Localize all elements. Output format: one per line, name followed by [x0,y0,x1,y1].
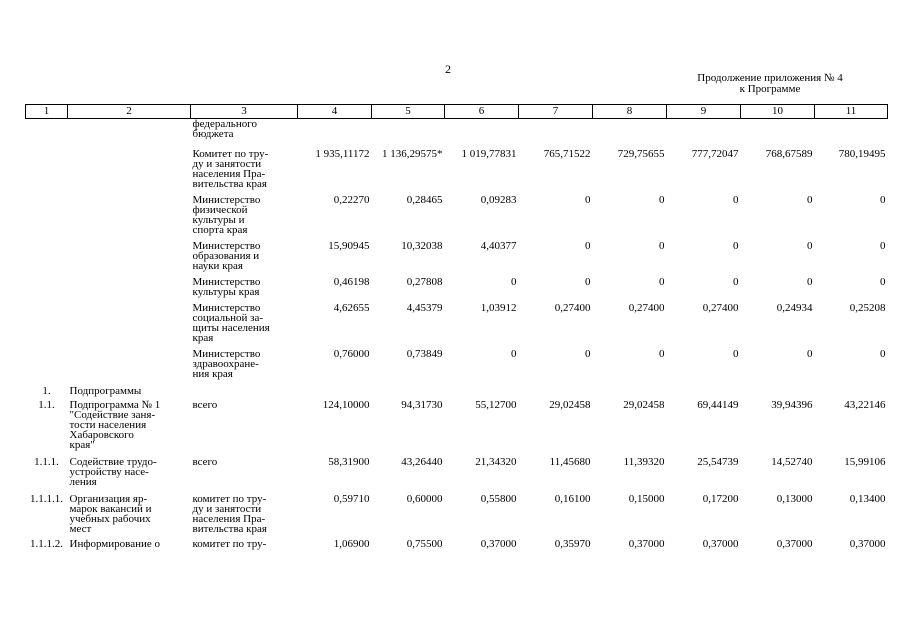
row-code: 1. [42,385,51,397]
row-value [298,379,372,396]
row-code [26,189,68,235]
row-value: 1 019,77831 [461,148,517,160]
row-value: 0,46198 [333,276,370,288]
continuation-heading [650,73,890,95]
row-value: 1,06900 [333,538,370,550]
row-value: 0 [585,240,591,252]
column-number: 2 [68,105,191,119]
row-value: 43,22146 [844,399,886,411]
row-value [741,379,815,396]
table-row [26,379,888,396]
row-value: 0 [733,194,739,206]
row-value: 4,40377 [480,240,517,252]
row-value: 0,16100 [554,493,591,505]
row-value [815,379,888,396]
row-value: 0,17200 [702,493,739,505]
table-row [26,189,888,235]
row-executor: федерального бюджета [192,118,257,140]
row-value: 14,52740 [771,456,813,468]
row-value: 0 [733,348,739,360]
column-number: 5 [372,105,445,119]
row-value: 0 [880,240,886,252]
row-value [298,119,372,140]
row-value: 0,37000 [702,538,739,550]
row-name [68,119,191,140]
row-value: 0,25208 [849,302,886,314]
table-row [26,235,888,271]
row-code [26,297,68,343]
row-name: Подпрограммы [69,385,142,397]
row-name: Организация яр- марок вакансий и учебных рабочих мест [69,493,152,535]
row-value: 765,71522 [543,148,591,160]
column-number: 1 [26,105,68,119]
row-value: 0,09283 [480,194,517,206]
row-value: 1 935,11172 [315,148,370,160]
row-value: 0,27400 [554,302,591,314]
page-number: 2 [445,62,451,76]
row-executor: всего [192,399,218,411]
row-value: 0 [585,194,591,206]
column-number: 10 [741,105,815,119]
row-executor: Министерство физической культуры и спорта края [192,194,261,236]
row-value [519,119,593,140]
row-value: 0,37000 [849,538,886,550]
row-executor: всего [192,456,218,468]
column-number-row [26,105,888,119]
row-value: 0,55800 [480,493,517,505]
column-number: 8 [593,105,667,119]
row-value: 25,54739 [697,456,739,468]
row-code: 1.1.1.2. [30,538,63,550]
row-value: 777,72047 [691,148,739,160]
row-value [741,119,815,140]
row-value: 0,35970 [554,538,591,550]
column-number: 4 [298,105,372,119]
row-value: 0 [659,348,665,360]
row-name [68,235,191,271]
row-name [68,297,191,343]
row-value: 0,37000 [480,538,517,550]
row-value [593,379,667,396]
row-value: 10,32038 [401,240,443,252]
row-value: 0 [511,276,517,288]
row-value: 0 [733,240,739,252]
row-value: 0 [659,240,665,252]
table-row [26,343,888,379]
row-code [26,139,68,189]
row-value [372,119,445,140]
row-value: 29,02458 [549,399,591,411]
row-name: Подпрограмма № 1 "Содействие заня- тости населения Хабаровского края" [69,399,161,451]
row-value [445,119,519,140]
row-value: 58,31900 [328,456,370,468]
row-value: 0 [880,194,886,206]
row-executor: комитет по тру- ду и занятости населения Пра- вительства края [192,493,267,535]
continuation-line-2: к Программе [739,83,801,95]
row-executor: Комитет по тру- ду и занятости населения Пра- вительства края [192,148,269,190]
row-value: 0 [807,194,813,206]
row-value [815,119,888,140]
row-value: 0 [659,276,665,288]
row-value: 0 [733,276,739,288]
row-executor [191,379,298,396]
row-value: 55,12700 [475,399,517,411]
row-value: 0,27808 [406,276,443,288]
row-code [26,119,68,140]
row-name: Содействие трудо- устройству насе- ления [69,456,157,488]
row-value: 0,76000 [333,348,370,360]
row-name [68,139,191,189]
row-executor: Министерство образования и науки края [192,240,261,272]
row-value: 0,13400 [849,493,886,505]
continuation-line-1: Продолжение приложения № 4 [697,72,843,84]
row-value: 0 [585,348,591,360]
row-value: 11,39320 [623,456,665,468]
row-code: 1.1.1. [34,456,59,468]
row-value [372,379,445,396]
row-value: 0,24934 [776,302,813,314]
row-executor: Министерство социальной за- щиты населения края [192,302,270,344]
row-value [593,119,667,140]
row-value: 0 [807,240,813,252]
row-value: 0,13000 [776,493,813,505]
row-value: 11,45680 [549,456,591,468]
row-value [445,379,519,396]
row-value: 29,02458 [623,399,665,411]
table-row [26,139,888,189]
row-value: 43,26440 [401,456,443,468]
table-row [26,396,888,450]
row-value: 21,34320 [475,456,517,468]
row-value: 1 136,29575* [382,148,443,160]
table-row [26,271,888,297]
row-value: 0,73849 [406,348,443,360]
row-value: 0 [511,348,517,360]
row-value: 0 [807,348,813,360]
table-row [26,297,888,343]
row-value: 0,28465 [406,194,443,206]
row-value: 0,27400 [702,302,739,314]
row-executor: Министерство культуры края [192,276,261,298]
column-number: 9 [667,105,741,119]
row-name [68,343,191,379]
row-value: 0 [880,348,886,360]
row-value: 1,03912 [480,302,517,314]
column-number: 7 [519,105,593,119]
table-row [26,119,888,140]
row-value: 0,60000 [406,493,443,505]
row-value: 0,27400 [628,302,665,314]
row-executor: комитет по тру- [192,538,267,550]
column-number: 6 [445,105,519,119]
row-value: 768,67589 [765,148,813,160]
row-value: 69,44149 [697,399,739,411]
row-value: 0 [880,276,886,288]
row-value: 0,75500 [406,538,443,550]
table-row [26,450,888,487]
row-name [68,271,191,297]
row-code [26,343,68,379]
row-value: 0,59710 [333,493,370,505]
row-value: 39,94396 [771,399,813,411]
row-name: Информирование о [69,538,160,550]
row-code: 1.1.1.1. [30,493,63,505]
row-value: 0 [807,276,813,288]
column-number: 3 [191,105,298,119]
row-value [667,379,741,396]
column-number: 11 [815,105,888,119]
table-row [26,534,888,549]
row-value: 780,19495 [838,148,886,160]
row-value: 0 [585,276,591,288]
row-value: 0,37000 [628,538,665,550]
row-value: 0 [659,194,665,206]
row-value: 0,37000 [776,538,813,550]
row-executor: Министерство здравоохране- ния края [192,348,261,380]
row-value: 0,22270 [333,194,370,206]
row-code [26,235,68,271]
row-value: 94,31730 [401,399,443,411]
budget-table [25,104,888,549]
row-value [667,119,741,140]
row-code: 1.1. [38,399,55,411]
table-row [26,487,888,534]
row-code [26,271,68,297]
row-value: 124,10000 [322,399,370,411]
row-value: 15,90945 [328,240,370,252]
row-value [519,379,593,396]
row-value: 4,45379 [406,302,443,314]
row-value: 0,15000 [628,493,665,505]
row-value: 729,75655 [617,148,665,160]
row-value: 4,62655 [333,302,370,314]
row-name [68,189,191,235]
row-value: 15,99106 [844,456,886,468]
